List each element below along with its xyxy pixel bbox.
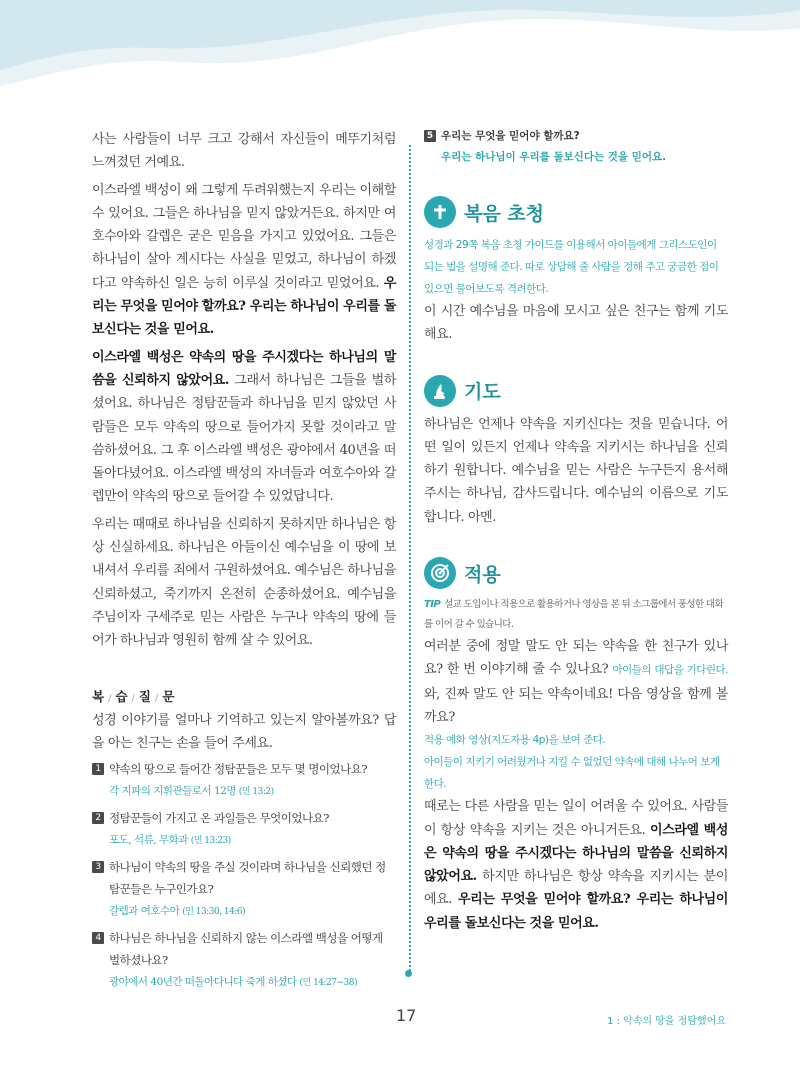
story-paragraph: 사는 사람들이 너무 크고 강해서 자신들이 메뚜기처럼 느껴졌던 거예요.: [92, 132, 396, 171]
divider-end-dot: [405, 970, 412, 977]
page-number: 17: [396, 1006, 417, 1025]
apply-paragraph-2: 때로는 다른 사람을 믿는 일이 어려울 수 있어요. 사람들이 항상 약속을 지키는 것은 아니거든요. 이스라엘 백성은 약속의 땅을 주시겠다는 하나님의 말씀을 신뢰하지 않았어요. 하지만 하나님은 항상 약속을 지키시는 분이에요. 우리는 무엇을 믿어야 할까요? 우리는 하나님이 우리를 돌보신다는 것을 믿어요.: [424, 799, 729, 931]
answer-5: 우리는 하나님이 우리를 돌보신다는 것을 믿어요.: [441, 151, 667, 163]
review-questions-title: 복 / 습 / 질 / 문: [92, 688, 177, 704]
question-number: 2: [92, 812, 104, 824]
gospel-guide: 성경과 29쪽 복음 초청 가이드를 이용해서 아이들에게 그리스도인이 되는 법을 설명해 준다. 따로 상담해 줄 사람을 정해 주고 궁금한 점이 있으면 물어보도록 격려한다.: [424, 239, 719, 295]
gospel-section-header: [424, 196, 728, 228]
question-item: [92, 927, 396, 971]
prayer-text: 하나님은 언제나 약속을 지키신다는 것을 믿습니다. 어떤 일이 있든지 언제나 약속을 지키시는 하나님을 신뢰하기 원합니다. 예수님을 믿는 사람은 누구든지 용서해 주시는 하나님, 감사드립니다. 예수님의 이름으로 기도합니다. 아멘.: [424, 416, 728, 525]
question-number: 1: [92, 763, 104, 775]
praying-hands-icon: [424, 375, 456, 407]
scripture-reference: (민 13:2): [238, 787, 274, 798]
question-text: 하나님은 하나님을 신뢰하지 않는 이스라엘 백성을 어떻게 벌하셨나요?: [109, 931, 383, 968]
question-number: 5: [424, 130, 436, 142]
question-number: 4: [92, 932, 104, 944]
review-intro: 성경 이야기를 얼마나 기억하고 있는지 알아볼까요? 답을 아는 친구는 손을 들어 주세요.: [92, 712, 396, 751]
story-paragraph: 이스라엘 백성은 약속의 땅을 주시겠다는 하나님의 말씀을 신뢰하지 않았어요. 그래서 하나님은 그들을 벌하셨어요. 하나님은 정탐꾼들과 하나님을 믿지 않았던 사람들은 모두 약속의 땅으로 들어가지 못할 것이라고 말씀하셨어요. 그 후 이스라엘 백성은 광야에서 40년을 떠돌아다녔어요. 이스라엘 백성의 자녀들과 여호수아와 갈렙만이 약속의 땅으로 들어갈 수 있었답니다.: [92, 349, 396, 505]
question-item: [92, 807, 396, 829]
apply-guide-video: 적용 예화 영상(지도자용 4p)을 보여 준다.: [424, 734, 606, 747]
section-title: 적용: [464, 563, 501, 586]
tip-badge: TIP: [424, 599, 441, 611]
prayer-section-header: [424, 375, 728, 407]
question-list: [92, 758, 396, 994]
header-wave: [0, 0, 800, 100]
question-number: 3: [92, 861, 104, 873]
question-item: [92, 758, 396, 780]
question-text: 약속의 땅으로 들어간 정탐꾼들은 모두 몇 명이었나요?: [109, 762, 367, 777]
cross-icon: [424, 196, 456, 228]
apply-paragraph-1: 여러분 중에 정말 말도 안 되는 약속을 한 친구가 있나요? 한 번 이야기해 줄 수 있나요? 아이들의 대답을 기다린다. 와, 진짜 말도 안 되는 약속이네요! 다음 영상을 함께 볼까요?: [424, 639, 728, 725]
scripture-reference: (민 14:27~38): [299, 978, 358, 989]
target-icon: [424, 557, 456, 589]
answer-text: 각 지파의 지휘관들로서 12명 (민 13:2): [109, 785, 274, 798]
answer-text: 광야에서 40년간 떠돌아다니다 죽게 하셨다 (민 14:27~38): [109, 976, 358, 989]
gospel-text: 이 시간 예수님을 마음에 모시고 싶은 친구는 함께 기도해요.: [424, 304, 728, 343]
section-title: 복음 초청: [464, 202, 545, 225]
chapter-label: 1 : 약속의 땅을 정탐했어요: [607, 1016, 726, 1027]
scripture-reference: (민 13:30, 14:6): [182, 907, 246, 918]
answer-text: 포도, 석류, 무화과 (민 13:23): [109, 834, 231, 847]
question-text: 우리는 무엇을 믿어야 할까요?: [441, 130, 580, 142]
story-paragraph: 이스라엘 백성이 왜 그렇게 두려워했는지 우리는 이해할 수 있어요. 그들은 하나님을 믿지 않았거든요. 하지만 여호수아와 갈렙은 굳은 믿음을 가지고 있었어요. 그들은 하나님이 살아 계시다는 사실을 믿었고, 하나님이 하겠다고 약속하신 일은 능히 이루실 것이라고 믿었어요. 우리는 무엇을 믿어야 할까요? 우리는 하나님이 우리를 돌보신다는 것을 믿어요.: [92, 182, 396, 338]
story-text: [92, 128, 396, 653]
column-divider: [409, 145, 411, 975]
scripture-reference: (민 13:23): [190, 836, 231, 847]
right-column: [424, 128, 728, 935]
question-text: 하나님이 약속의 땅을 주실 것이라며 하나님을 신뢰했던 정탐꾼들은 누구인가요?: [109, 860, 386, 897]
question-5: [424, 126, 728, 146]
question-text: 정탐꾼들이 가지고 온 과일들은 무엇이었나요?: [109, 811, 329, 826]
story-paragraph: 우리는 때때로 하나님을 신뢰하지 못하지만 하나님은 항상 신실하세요. 하나님은 아들이신 예수님을 이 땅에 보내셔서 우리를 죄에서 구원하셨어요. 예수님은 하나님을 신뢰하셨고, 죽기까지 온전히 순종하셨어요. 예수님을 주님이자 구세주로 믿는 사람은 누구나 약속의 땅에 들어가 하나님과 영원히 함께 살 수 있어요.: [92, 516, 396, 649]
tip-note: TIP 설교 도입이나 적용으로 활용하거나 영상을 본 뒤 소그룹에서 풍성한 대화를 이어 갈 수 있습니다.: [424, 599, 724, 631]
answer-text: 갈렙과 여호수아 (민 13:30, 14:6): [109, 905, 246, 918]
apply-guide-share: 아이들이 지키기 어려웠거나 지킬 수 없었던 약속에 대해 나누어 보게 한다.: [424, 756, 720, 791]
left-column: [92, 128, 396, 998]
apply-section-header: [424, 557, 728, 589]
section-title: 기도: [464, 381, 501, 404]
question-item: [92, 856, 396, 900]
